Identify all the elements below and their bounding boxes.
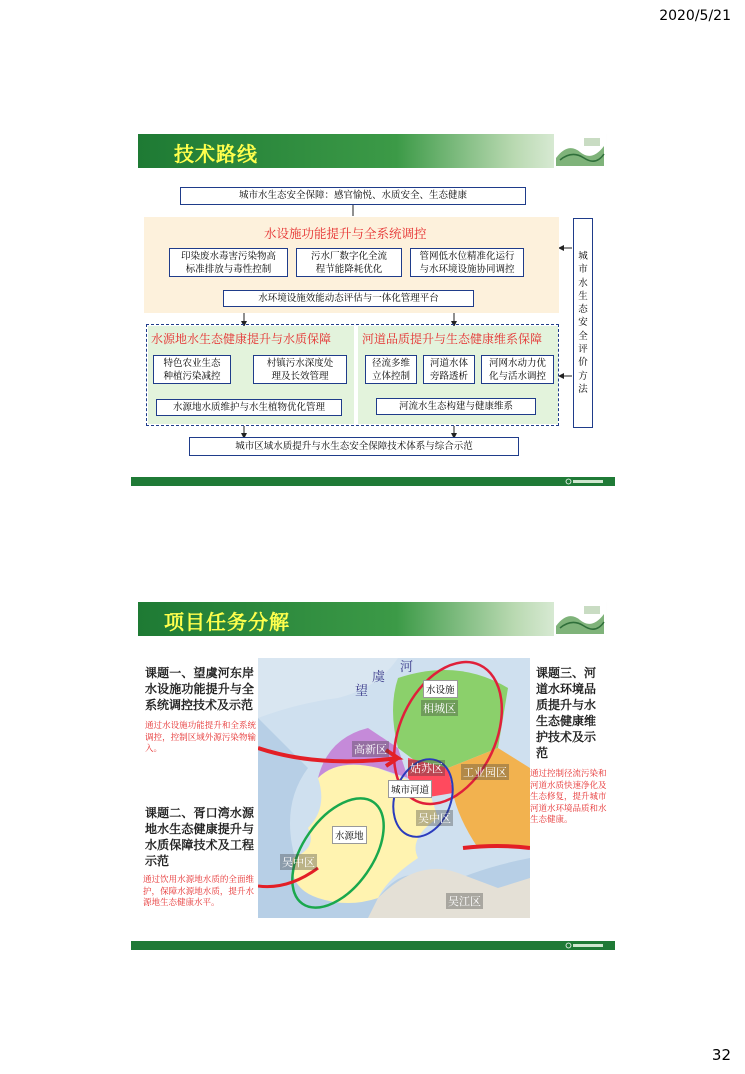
line: 管网低水位精准化运行 (419, 251, 515, 262)
page-number: 32 (711, 1046, 731, 1064)
task-1-panel (141, 663, 258, 791)
char: 水 (578, 277, 588, 289)
char: 全 (578, 330, 588, 342)
map-tag-river: 城市河道 (388, 780, 432, 798)
task-box-source-maintenance: 水源地水质维护与水生植物优化管理 (156, 399, 342, 416)
task-box-hydrodynamics (481, 355, 554, 384)
line: 河网水动力优 (488, 358, 546, 369)
task-2-title: 课题二、胥口湾水源地水生态健康提升与水质保障技术及工程示范 (145, 806, 254, 868)
map-label-xiangcheng: 相城区 (423, 702, 456, 715)
map-label-gongyeyuan: 工业园区 (463, 766, 507, 779)
suzhou-map (258, 658, 530, 918)
task-box-bypass (423, 355, 475, 384)
footer-bar (131, 477, 615, 486)
evaluation-method-box (573, 218, 593, 428)
slide-technical-route (131, 130, 615, 486)
line: 污水厂数字化全流 (310, 251, 387, 262)
footer-bar (131, 941, 615, 950)
line: 化与活水调控 (488, 371, 546, 382)
line: 理及长效管理 (271, 371, 329, 382)
slide-title: 项目任务分解 (164, 610, 290, 634)
char: 方 (578, 370, 588, 382)
line: 特色农业生态 (163, 358, 221, 369)
char: 市 (578, 264, 588, 276)
task-3-desc: 通过控制径流污染和河道水质快速净化及生态修复，提升城市河道水环境品质和水生态健康。 (530, 769, 607, 825)
line: 村镇污水深度处 (266, 358, 334, 369)
line: 程节能降耗优化 (315, 264, 383, 275)
final-box: 城市区域水质提升与水生态安全保障技术体系与综合示范 (189, 437, 519, 456)
slide-task-decomposition (131, 598, 615, 950)
footer-logo-icon (565, 942, 605, 949)
char: 生 (578, 290, 588, 302)
line: 河道水体 (429, 358, 468, 369)
map-label-wang: 望 (355, 684, 369, 699)
task-1-title: 课题一、望虞河东岸水设施功能提升与全系统调控技术及示范 (145, 666, 254, 712)
map-label-gaoxin: 高新区 (354, 743, 387, 756)
footer-logo-icon (565, 478, 605, 485)
title-bar (138, 602, 608, 636)
char: 城 (578, 251, 588, 262)
map-label-wuzhong: 吴中区 (418, 812, 451, 825)
task-box-village-sewage (253, 355, 347, 384)
char: 价 (578, 357, 588, 369)
map-label-he: 河 (400, 660, 414, 675)
char: 评 (578, 344, 588, 356)
map-tag-source: 水源地 (332, 826, 367, 844)
task-2-desc: 通过饮用水源地水质的全面维护，保障水源地水质，提升水源地生态健康水平。 (143, 875, 254, 908)
map-tag-facility: 水设施 (423, 680, 458, 698)
line: 旁路透析 (429, 371, 468, 382)
char: 态 (578, 304, 588, 316)
page-date: 2020/5/21 (659, 8, 731, 24)
line: 立体控制 (371, 371, 410, 382)
task-1-desc: 通过水设施功能提升和全系统调控，控制区域外源污染物输入。 (145, 721, 256, 754)
line: 标准排放与毒性控制 (185, 264, 272, 275)
goal-box: 城市水生态安全保障：感官愉悦、水质安全、生态健康 (180, 187, 526, 205)
task-box-river-ecology: 河流水生态构建与健康维系 (376, 398, 536, 415)
task-box-agriculture (153, 355, 231, 384)
line: 径流多维 (371, 358, 410, 369)
map-label-yu: 虞 (372, 670, 386, 685)
panel-water-facility-heading: 水设施功能提升与全系统调控 (264, 226, 427, 241)
map-label-gusu: 姑苏区 (410, 762, 443, 775)
panel-river-quality-heading: 河道品质提升与生态健康维系保障 (362, 332, 543, 346)
landscape-logo-icon (554, 602, 606, 636)
map-label-wuzhong-2: 吴中区 (282, 856, 315, 869)
slide-title: 技术路线 (174, 142, 258, 166)
line: 印染废水毒害污染物高 (180, 251, 276, 262)
map-label-wujiang: 吴江区 (448, 895, 481, 908)
task-3-title: 课题三、河道水环境品质提升与水生态健康维护技术及示范 (536, 666, 597, 760)
line: 与水环境设施协同调控 (419, 264, 515, 275)
task-2-panel (141, 803, 258, 934)
char: 法 (578, 383, 588, 395)
task-box-pipe-network (410, 248, 524, 277)
task-box-sewage-plant (296, 248, 402, 277)
task-box-management-platform: 水环境设施效能动态评估与一体化管理平台 (223, 290, 474, 307)
task-3-panel (530, 663, 610, 867)
char: 安 (578, 317, 588, 329)
panel-water-source-heading: 水源地水生态健康提升与水质保障 (151, 332, 332, 346)
line: 种植污染减控 (163, 371, 221, 382)
task-box-dyeing-wastewater (169, 248, 288, 277)
task-box-runoff (365, 355, 417, 384)
